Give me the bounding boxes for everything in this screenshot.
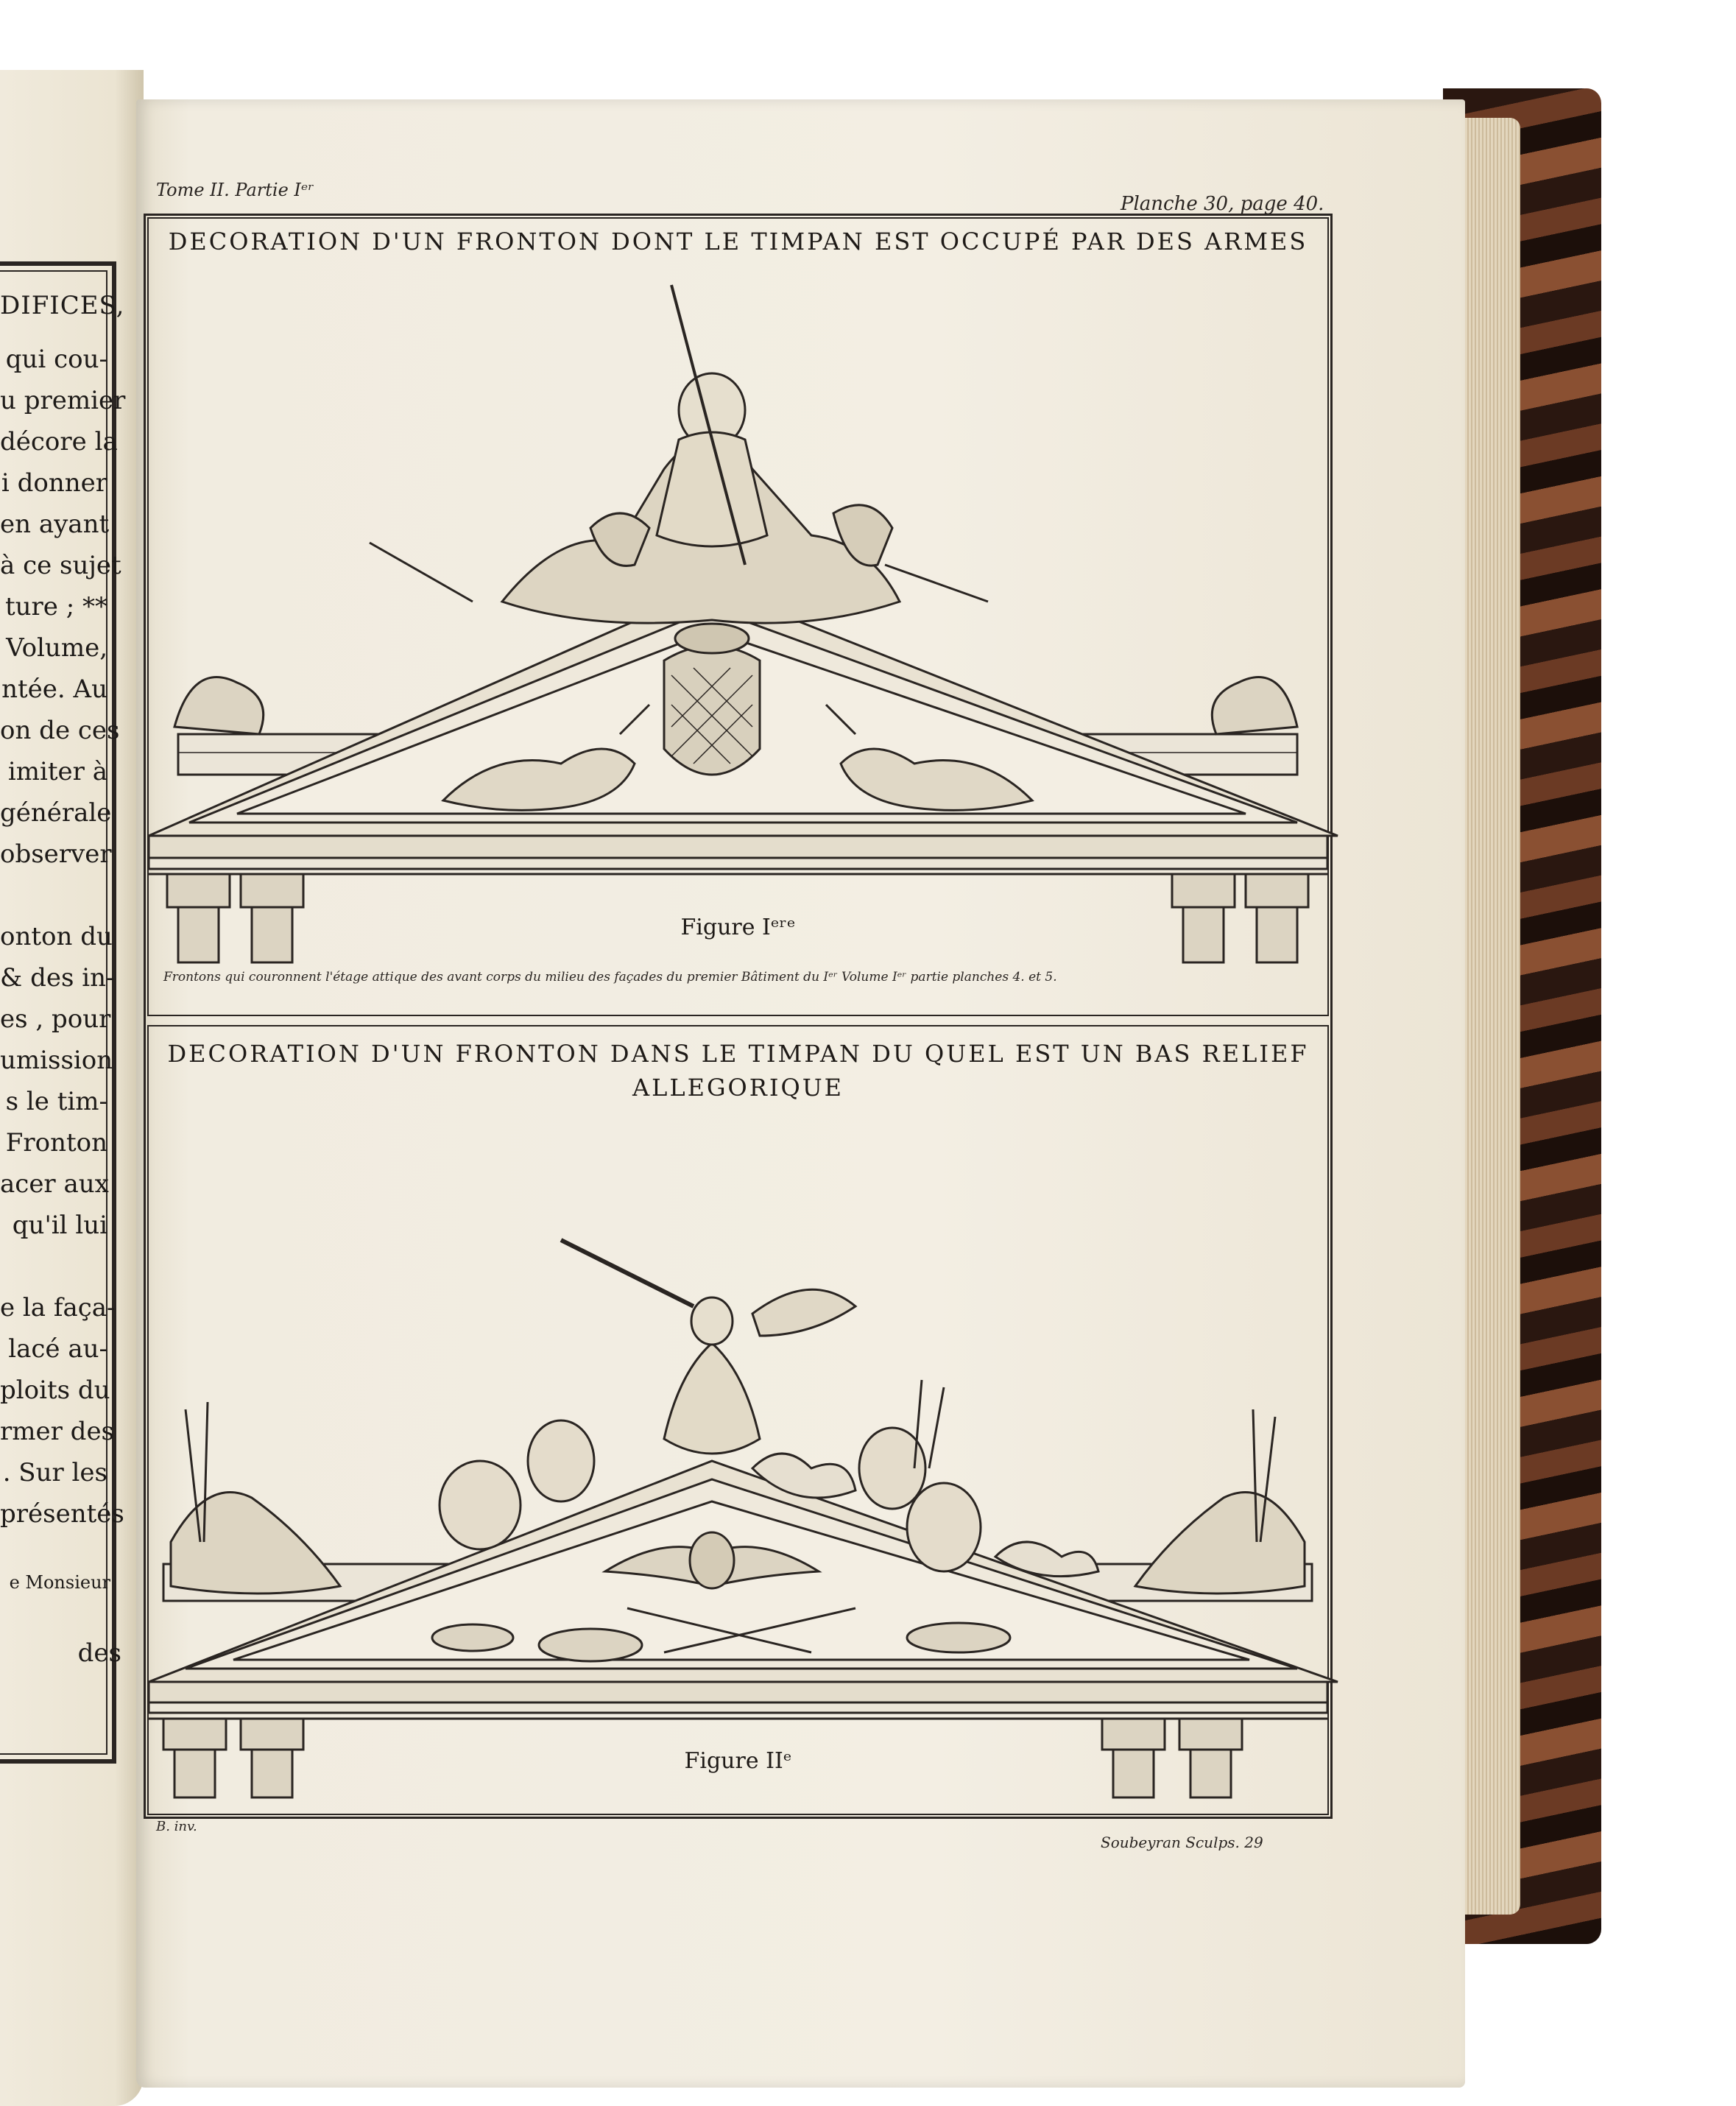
left-page-line: Fronton [5,1128,107,1158]
artist-signature: B. inv. [156,1819,197,1834]
left-page-line: qui cou- [5,345,107,374]
pediment-allegory-illustration [149,1026,1327,1814]
left-page-line: ploits du [0,1376,110,1405]
left-page-line: à ce sujet [0,551,121,580]
left-page-line: qu'il lui [12,1211,107,1240]
left-page-line: . Sur les [2,1458,107,1487]
left-page-line: imiter à [7,757,107,786]
left-page-line: i donner [1,468,107,498]
left-page-line: s le tim- [5,1087,107,1116]
left-page-heading: DIFICES, [0,291,125,320]
figure-1-caption: Figure Iᵉʳᵉ [680,915,796,940]
left-page-line: décore la [0,427,118,457]
engraver-signature: Soubeyran Sculps. 29 [1101,1834,1263,1851]
page-edges [1461,118,1520,1915]
left-page-line: acer aux [0,1169,109,1199]
left-page-line: lacé au- [8,1334,107,1364]
left-page-line: observer [0,839,112,869]
left-page-line: & des in- [0,963,115,993]
left-page-line: générale [0,798,112,828]
figure-2-title-line2: ALLEGORIQUE [632,1074,844,1102]
figure-1-note: Frontons qui couronnent l'étage attique des avant corps du milieu des façades du premier Bâtiment du Iᵉʳ Volume Iᵉʳ partie planches 4. et 5. [163,970,1057,985]
left-page-line [0,875,110,916]
tome-label: Tome II. Partie Iᵉʳ [156,180,314,200]
figure-2-title-line1: DECORATION D'UN FRONTON DANS LE TIMPAN DU QUEL EST UN BAS RELIEF [167,1040,1309,1068]
left-page-line: onton du [0,922,113,951]
left-page-line [0,1246,110,1287]
left-page-line: ntée. Au [1,675,107,704]
left-page-line: présentés [0,1499,124,1529]
left-page-line: rmer des [0,1417,115,1446]
pediment-arms-illustration [149,219,1327,1014]
left-page-line: es , pour [0,1004,111,1034]
left-page-line: en ayant [0,510,110,539]
left-page-line: on de ces [0,716,120,745]
left-page-line: umission [0,1046,113,1075]
left-page-line: e la faça- [0,1293,116,1323]
figure-2-panel [147,1025,1329,1815]
left-page-text [0,339,126,1535]
figure-2-caption: Figure IIᵉ [684,1748,792,1774]
left-page-catchword: des [77,1638,121,1668]
figure-1-title: DECORATION D'UN FRONTON DONT LE TIMPAN EST OCCUPÉ PAR DES ARMES [168,228,1308,256]
left-page-line: ture ; ** [4,592,107,621]
left-page-line: Volume, [6,633,107,663]
left-page-footer: e Monsieur [9,1572,110,1593]
left-page-line: u premier [0,386,126,415]
figure-1-panel [147,217,1329,1016]
planche-label: Planche 30, page 40. [1121,193,1324,215]
